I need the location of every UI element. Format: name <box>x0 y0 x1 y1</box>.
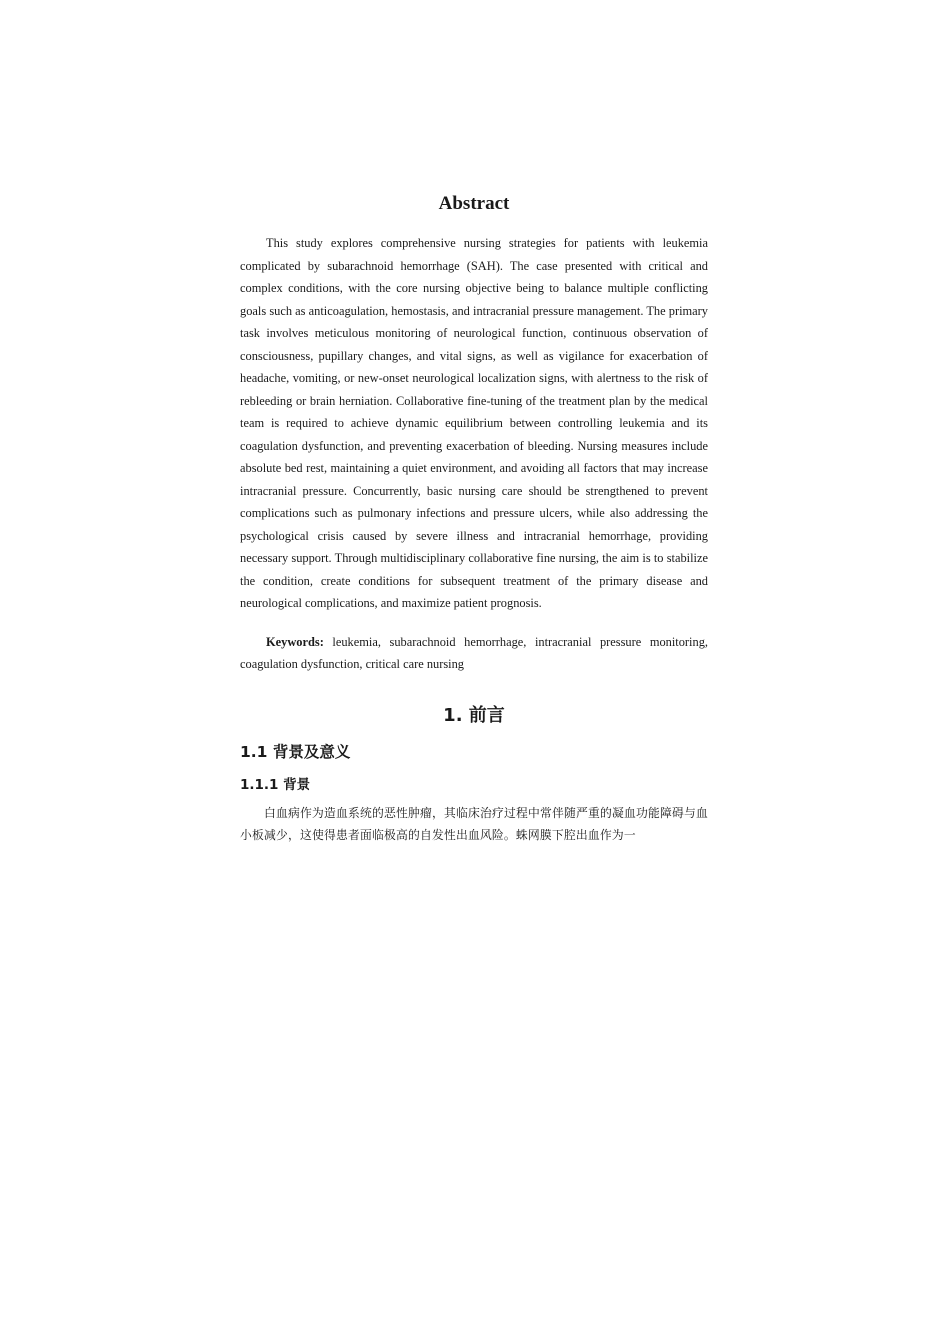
subsubsection-title-background: 1.1.1 背景 <box>240 776 311 793</box>
paper-page <box>240 188 708 847</box>
abstract-title: Abstract <box>438 193 510 214</box>
keywords-paragraph <box>240 631 708 676</box>
abstract-body: This study explores comprehensive nursing strategies for patients with leukemia complicated by subarachnoid hemorrhage (SAH). The case presented with critical and complex conditions, with the core nursing objective being to balance multiple conflicting goals such as anticoagulation, hemostasis, and intracranial pressure management. The primary task involves meticulous monitoring of neurological function, continuous observation of consciousness, pupillary changes, and vital signs, as well as vigilance for exacerbation of headache, vomiting, or new-onset neurological localization signs, with alertness to the risk of rebleeding or brain herniation. Collaborative fine-tuning of the treatment plan by the medical team is required to achieve dynamic equilibrium between controlling leukemia and its coagulation dysfunction, and preventing exacerbation of bleeding. Nursing measures include absolute bed rest, maintaining a quiet environment, and avoiding all factors that may increase intracranial pressure. Concurrently, basic nursing care should be strengthened to prevent complications such as pulmonary infections and pressure ulcers, while also addressing the psychological crisis caused by severe illness and intracranial hemorrhage, providing necessary support. Through multidisciplinary collaborative fine nursing, the aim is to stabilize the condition, create conditions for subsequent treatment of the primary disease and neurological complications, and maximize patient prognosis. <box>240 236 708 610</box>
keywords-label: Keywords: <box>266 634 324 649</box>
background-paragraph: 白血病作为造血系统的恶性肿瘤，其临床治疗过程中常伴随严重的凝血功能障碍与血小板减少，这使得患者面临极高的自发性出血风险。蛛网膜下腔出血作为一 <box>240 805 708 842</box>
keywords-text: leukemia, subarachnoid hemorrhage, intracranial pressure monitoring, coagulation dysfunction, critical care nursing <box>240 634 708 671</box>
section-title-intro: 1. 前言 <box>443 704 505 726</box>
subsection-title-background: 1.1 背景及意义 <box>240 742 351 761</box>
